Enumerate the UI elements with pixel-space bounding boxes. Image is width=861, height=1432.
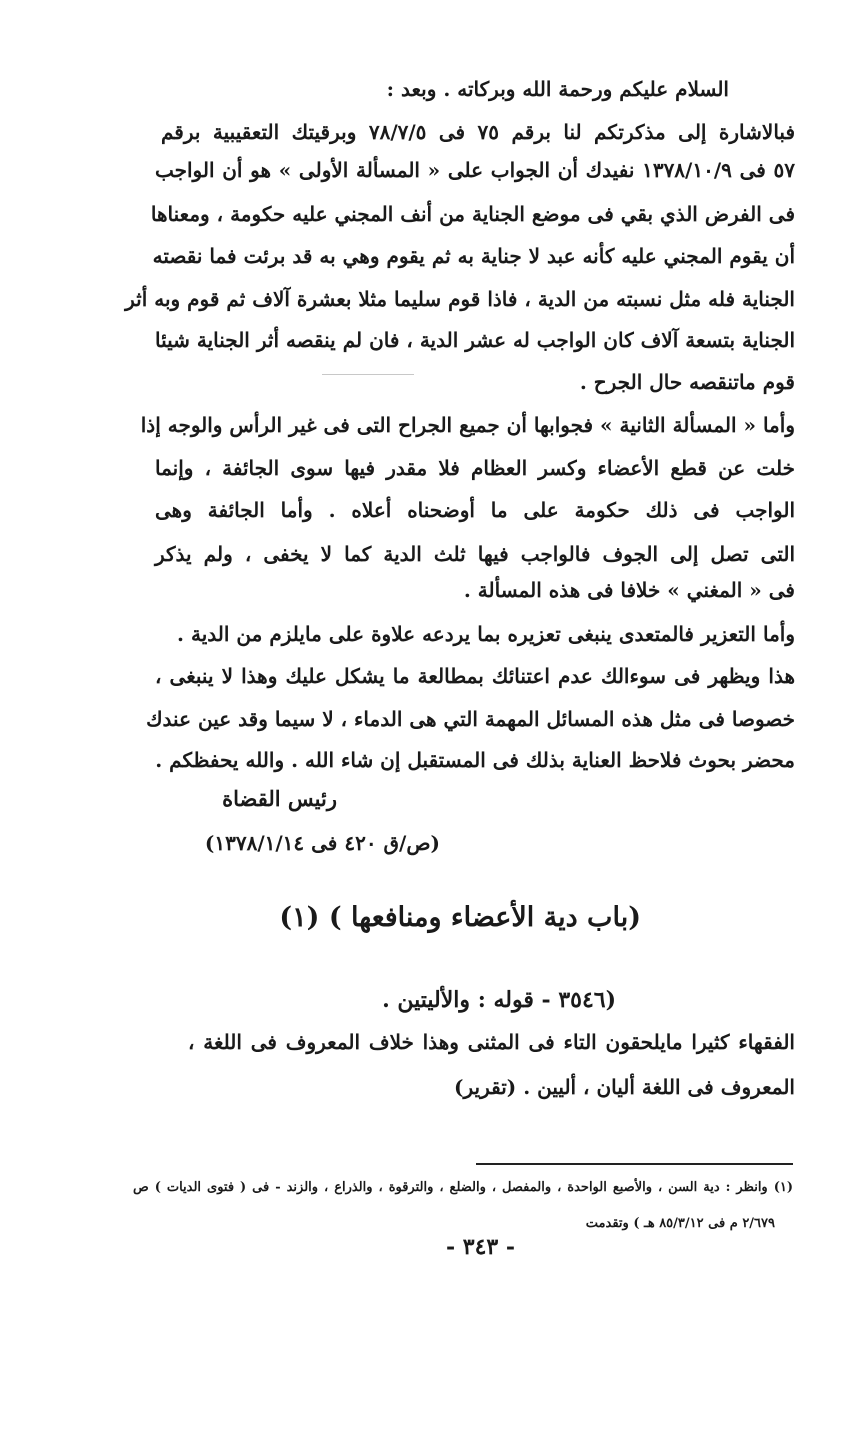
chapter-title: (باب دية الأعضاء ومنافعها ) (١) xyxy=(279,902,641,933)
footnote-line: ٢/٦٧٩ م فى ٨٥/٣/١٢ هـ ) وتقدمت xyxy=(585,1216,775,1231)
paragraph-3-line: هذا ويظهر فى سوءالك عدم اعتنائك بمطالعة ما يشكل عليك وهذا لا ينبغى ، xyxy=(155,664,795,688)
reference-citation: (ص/ق ٤٢٠ فى ١٣٧٨/١/١٤) xyxy=(204,831,440,855)
paragraph-3-line: محضر بحوث فلاحظ العناية بذلك فى المستقبل إن شاء الله . والله يحفظكم . xyxy=(155,748,795,772)
paragraph-2-line: الواجب فى ذلك حكومة على ما أوضحناه أعلاه . وأما الجائفة وهى xyxy=(155,498,795,522)
paragraph-1-line: فبالاشارة إلى مذكرتكم لنا برقم ٧٥ فى ٧٨/٧/٥ وبرقيتك التعقيبية برقم xyxy=(161,120,796,144)
faint-mark xyxy=(322,374,414,375)
page-number: - ٣٤٣ - xyxy=(445,1234,515,1260)
paragraph-1-line: فى الفرض الذي بقي فى موضع الجناية من أنف المجني عليه حكومة ، ومعناها xyxy=(150,202,795,226)
paragraph-1-line: أن يقوم المجني عليه كأنه عبد لا جناية به ثم يقوم وهي به قد برئت فما نقصته xyxy=(152,244,795,268)
paragraph-2-line: خلت عن قطع الأعضاء وكسر العظام فلا مقدر فيها سوى الجائفة ، وإنما xyxy=(155,456,795,480)
footnote-divider xyxy=(476,1163,793,1165)
paragraph-2-line: وأما « المسألة الثانية » فجوابها أن جميع الجراح التى فى غير الرأس والوجه إذا xyxy=(140,413,795,437)
footnote-line: (١) وانظر : دية السن ، والأصبع الواحدة ، والمفصل ، والضلع ، والترقوة ، والذراع ، والزند - فى ( فتوى الديات ) ص xyxy=(133,1180,793,1195)
paragraph-2-line: فى « المغني » خلافا فى هذه المسألة . xyxy=(463,578,795,602)
paragraph-3-line: خصوصا فى مثل هذه المسائل المهمة التي هى الدماء ، لا سيما وقد عين عندك xyxy=(146,707,795,731)
entry-line: الفقهاء كثيرا مايلحقون التاء فى المثنى وهذا خلاف المعروف فى اللغة ، xyxy=(188,1030,795,1054)
paragraph-1-line: ٥٧ فى ١٣٧٨/١٠/٩ نفيدك أن الجواب على « المسألة الأولى » هو أن الواجب xyxy=(155,158,795,182)
paragraph-3-line: وأما التعزير فالمتعدى ينبغى تعزيره بما يردعه علاوة على مايلزم من الدية . xyxy=(177,622,795,646)
paragraph-2-line: التى تصل إلى الجوف فالواجب فيها ثلث الدية كما لا يخفى ، ولم يذكر xyxy=(155,542,796,566)
signature: رئيس القضاة xyxy=(222,786,337,811)
entry-line: المعروف فى اللغة أليان ، أليين . (تقرير) xyxy=(454,1075,795,1099)
paragraph-1-line: الجناية فله مثل نسبته من الدية ، فاذا قوم سليما مثلا بعشرة آلاف ثم قوم وبه أثر xyxy=(125,287,795,311)
paragraph-1-line: الجناية بتسعة آلاف كان الواجب له عشر الدية ، فان لم ينقصه أثر الجناية شيئا xyxy=(155,328,795,352)
entry-heading: (٣٥٤٦ - قوله : والأليتين . xyxy=(382,987,616,1013)
paragraph-1-line: قوم ماتنقصه حال الجرح . xyxy=(579,370,795,394)
greeting: السلام عليكم ورحمة الله وبركاته . وبعد : xyxy=(386,77,729,101)
